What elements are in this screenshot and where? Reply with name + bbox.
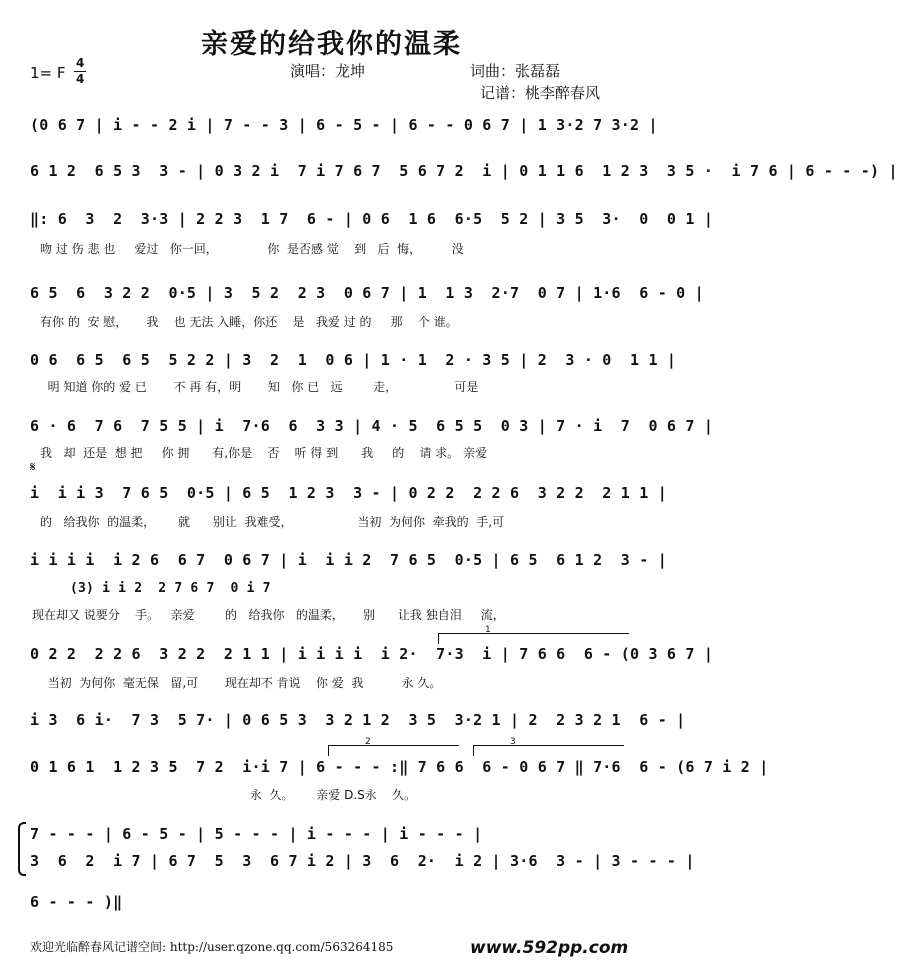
key-signature: 1= F (30, 64, 66, 82)
lyric-line-1: 吻 过 伤 悲 也 爱过 你一回， 你 是否感 觉 到 后 悔， 没 (40, 242, 464, 256)
segno-sign: 𝄋 (30, 460, 36, 475)
time-signature-bottom: 4 (76, 72, 85, 86)
volta-bracket-1: 1 (438, 633, 629, 644)
notation-line-8-alt: (3) i i 2 2 7 6 7 0 i 7 (70, 581, 271, 596)
song-title: 亲爱的给我你的温柔 (201, 29, 462, 60)
notation-line-2: 6 1 2 6 5 3 3 - | 0 3 2 i 7 i 7 6 7 5 6 7 2 i | 0 1 1 6 1 2 3 3 5 · i 7 6 | 6 - - -) | (30, 162, 898, 180)
notation-line-8: i i i i i 2 6 6 7 0 6 7 | i i i 2 7 6 5 0·5 | 6 5 6 1 2 3 - | (30, 551, 667, 569)
footer-website-text: 欢迎光临醉春风记谱空间: http://user.qzone.qq.com/563264185 (30, 940, 394, 954)
lyric-line-6: 现在却又 说要分 手。 亲爱 的 给我你 的温柔， 别 让我 独自泪 流， (32, 608, 505, 622)
notation-line-13: 6 - - - )‖ (30, 893, 123, 911)
notation-line-11: 0 1 6 1 1 2 3 5 7 2 i·i 7 | 6 - - - :‖ 7 6 6 6 - 0 6 7 ‖ 7·6 6 - (6 7 i 2 | (30, 758, 769, 776)
notation-line-12-lower: 3 6 2 i 7 | 6 7 5 3 6 7 i 2 | 3 6 2· i 2 | 3·6 3 - | 3 - - - | (30, 852, 695, 870)
footer-site-logo: www.592pp.com (470, 938, 629, 958)
notation-line-6: 6 · 6 7 6 7 5 5 | i 7·6 6 3 3 | 4 · 5 6 5 5 0 3 | 7 · i 7 0 6 7 | (30, 417, 714, 435)
volta-bracket-2: 2 (328, 745, 459, 756)
system-brace (18, 822, 26, 876)
lyric-line-5: 的 给我你 的温柔， 就 别让 我难受， 当初 为何你 牵我的 手,可 (40, 515, 505, 529)
notation-line-5: 0 6 6 5 6 5 5 2 2 | 3 2 1 0 6 | 1 · 1 2 · 3 5 | 2 3 · 0 1 1 | (30, 351, 677, 369)
notation-line-10: i 3 6 i· 7 3 5 7· | 0 6 5 3 3 2 1 2 3 5 3·2 1 | 2 2 3 2 1 6 - | (30, 711, 686, 729)
notation-line-7: i i i 3 7 6 5 0·5 | 6 5 1 2 3 3 - | 0 2 2 2 2 6 3 2 2 2 1 1 | (30, 484, 667, 502)
lyric-line-7: 当初 为何你 毫无保 留,可 现在却不 肯说 你 爱 我 永 久。 (40, 676, 442, 690)
lyric-line-3: 明 知道 你的 爱 已 不 再 有，明 知 你 已 远 走， 可是 (40, 380, 479, 394)
notation-line-4: 6 5 6 3 2 2 0·5 | 3 5 2 2 3 0 6 7 | 1 1 3 2·7 0 7 | 1·6 6 - 0 | (30, 284, 704, 302)
notation-line-12-upper: 7 - - - | 6 - 5 - | 5 - - - | i - - - | i - - - | (30, 825, 483, 843)
singer-credit: 演唱：龙坤 (290, 62, 366, 80)
arranger-credit: 记谱：桃李醉春风 (480, 84, 601, 102)
lyric-line-4: 我 却 还是 想 把 你 拥 有,你是 否 听 得 到 我 的 请 求。 亲爱 (40, 446, 488, 460)
lyricist-credit: 词曲：张磊磊 (470, 62, 561, 80)
time-signature-top: 4 (76, 56, 85, 70)
lyric-line-2: 有你 的 安 慰， 我 也 无法 入睡，你还 是 我爱 过 的 那 个 谁。 (40, 315, 458, 329)
lyric-line-8: 永 久。 亲爱 D.S永 久。 (40, 788, 417, 802)
notation-line-3: ‖: 6 3 2 3·3 | 2 2 3 1 7 6 - | 0 6 1 6 6·5 5 2 | 3 5 3· 0 0 1 | (30, 210, 714, 228)
notation-line-1: (0 6 7 | i - - 2 i | 7 - - 3 | 6 - 5 - | 6 - - 0 6 7 | 1 3·2 7 3·2 | (30, 116, 658, 134)
volta-bracket-3: 3 (473, 745, 624, 756)
notation-line-9: 0 2 2 2 2 6 3 2 2 2 1 1 | i i i i i 2· 7·3 i | 7 6 6 6 - (0 3 6 7 | (30, 645, 714, 663)
